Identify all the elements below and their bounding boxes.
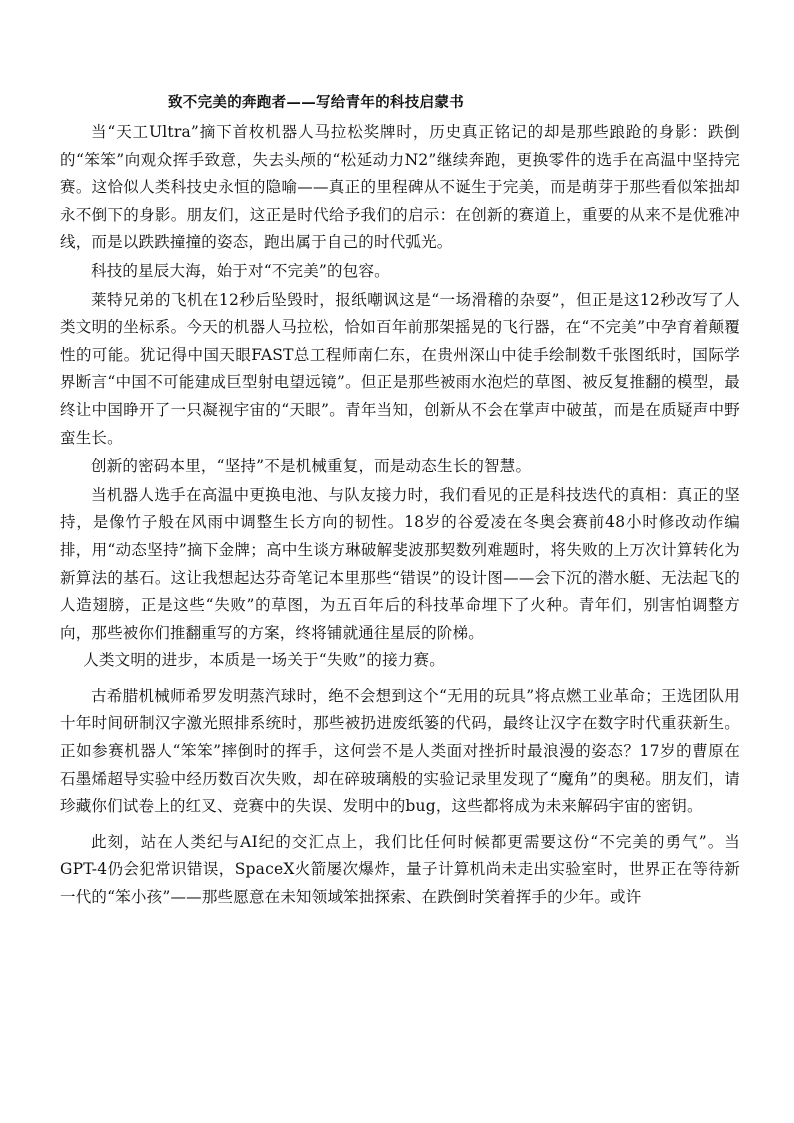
paragraph-closing: 此刻，站在人类纪与AI纪的交汇点上，我们比任何时候都更需要这份“不完美的勇气”。当GPT-4仍会犯常识错误，SpaceX火箭屡次爆炸，量子计算机尚未走出实验室时，世界正在等待新一代的“笨小孩”——那些愿意在未知领域笨拙探索、在跌倒时笑着挥手的少年。或许 [60,832,740,907]
key-sentence-2: 创新的密码本里，“坚持”不是机械重复，而是动态生长的智慧。 [91,457,532,476]
key-sentence-3: 人类文明的进步，本质是一场关于“失败”的接力赛。 [83,651,445,670]
document-title: 致不完美的奔跑者——写给青年的科技启蒙书 [168,94,464,111]
paragraph-innovation-history: 莱特兄弟的飞机在12秒后坠毁时，报纸嘲讽这是“一场滑稽的杂耍”，但正是这12秒改写了人类文明的坐标系。今天的机器人马拉松，恰如百年前那架摇晃的飞行器，在“不完美”中孕育着颠覆性的可能。犹记得中国天眼FAST总工程师南仁东，在贵州深山中徒手绘制数千张图纸时，国际学界断言“中国不可能建成巨型射电望远镜”。但正是那些被雨水泡烂的草图、被反复推翻的模型，最终让中国睁开了一只凝视宇宙的“天眼”。青年当知，创新从不会在掌声中破茧，而是在质疑声中野蛮生长。 [60,290,740,447]
paragraph-persistence: 当机器人选手在高温中更换电池、与队友接力时，我们看见的正是科技迭代的真相：真正的坚持，是像竹子般在风雨中调整生长方向的韧性。18岁的谷爱凌在冬奥会赛前48小时修改动作编排，用“动态坚持”摘下金牌；高中生谈方琳破解斐波那契数列难题时，将失败的上万次计算转化为新算法的基石。这让我想起达芬奇笔记本里那些“错误”的设计图——会下沉的潜水艇、无法起飞的人造翅膀，正是这些“失败”的草图，为五百年后的科技革命埋下了火种。青年们，别害怕调整方向，那些被你们推翻重写的方案，终将铺就通往星辰的阶梯。 [60,485,740,642]
paragraph-intro: 当“天工Ultra”摘下首枚机器人马拉松奖牌时，历史真正铭记的却是那些踉跄的身影：跌倒的“笨笨”向观众挥手致意，失去头颅的“松延动力N2”继续奔跑，更换零件的选手在高温中坚持完赛。这恰似人类科技史永恒的隐喻——真正的里程碑从不诞生于完美，而是萌芽于那些看似笨拙却永不倒下的身影。朋友们，这正是时代给予我们的启示：在创新的赛道上，重要的从来不是优雅冲线，而是以跌跌撞撞的姿态，跑出属于自己的时代弧光。 [60,123,740,252]
paragraph-failure-relay: 古希腊机械师希罗发明蒸汽球时，绝不会想到这个“无用的玩具”将点燃工业革命；王选团队用十年时间研制汉字激光照排系统时，那些被扔进废纸篓的代码，最终让汉字在数字时代重获新生。正如参赛机器人“笨笨”摔倒时的挥手，这何尝不是人类面对挫折时最浪漫的姿态？17岁的曹原在石墨烯超导实验中经历数百次失败，却在碎玻璃般的实验记录里发现了“魔角”的奥秘。朋友们，请珍藏你们试卷上的红叉、竞赛中的失误、发明中的bug，这些都将成为未来解码宇宙的密钥。 [60,686,740,816]
document-body [60,119,740,912]
key-sentence-1: 科技的星辰大海，始于对“不完美”的包容。 [91,261,390,280]
